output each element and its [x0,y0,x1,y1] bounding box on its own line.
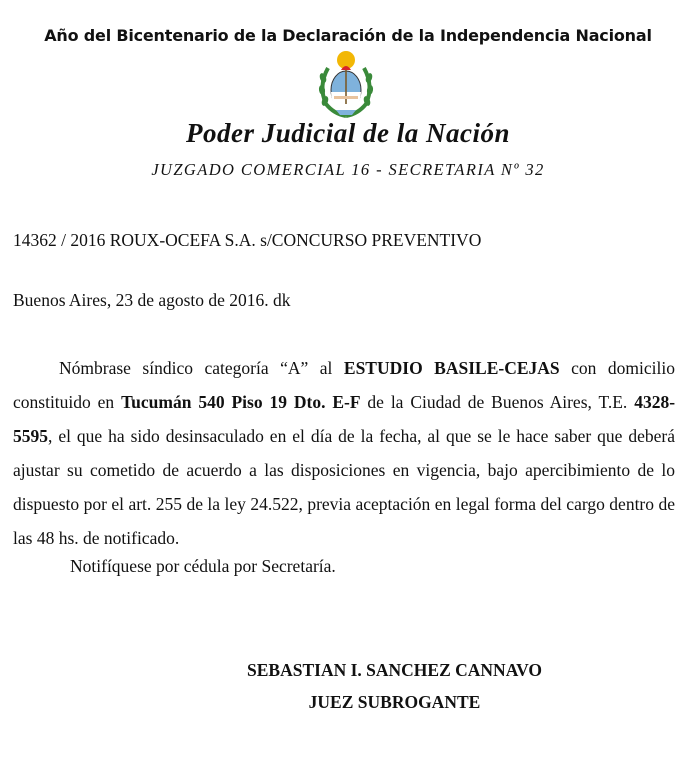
notification-line: Notifíquese por cédula por Secretaría. [70,556,336,576]
argentine-coat-of-arms-icon [314,48,378,120]
trustee-phone: 4328-5595 [13,392,676,446]
paragraph-text: , el que ha sido desinsaculado en el día de la fecha, al que se le hace saber que deberá ajustar su cometido de acuerdo a las disposiciones en vigencia, bajo apercibimiento de lo dispuesto por el art. 255 de la ley 24.522, previa aceptación en legal forma del cargo dentro de las 48 hs. de notificado. [13,426,675,548]
case-reference: 14362 / 2016 ROUX-OCEFA S.A. s/CONCURSO PREVENTIVO [13,230,482,250]
paragraph-text: con domicilio constituido en [13,358,675,412]
judge-name: SEBASTIAN I. SANCHEZ CANNAVO [247,660,542,680]
signature-block [0,654,696,718]
paragraph-text: de la Ciudad de Buenos Aires, T.E. [360,392,635,412]
trustee-firm: ESTUDIO BASILE-CEJAS [343,358,560,378]
paragraph-text: Nómbrase síndico categoría “A” al [59,358,344,378]
resolution-paragraph [13,351,675,555]
document-date: Buenos Aires, 23 de agosto de 2016. dk [13,290,291,310]
document-header-title: Año del Bicentenario de la Declaración de la Independencia Nacional [44,26,652,45]
court-department: JUZGADO COMERCIAL 16 - SECRETARIA Nº 32 [151,160,545,179]
court-name: Poder Judicial de la Nación [186,118,510,148]
trustee-address: Tucumán 540 Piso 19 Dto. E-F [121,392,361,412]
judge-title: JUEZ SUBROGANTE [308,692,481,712]
